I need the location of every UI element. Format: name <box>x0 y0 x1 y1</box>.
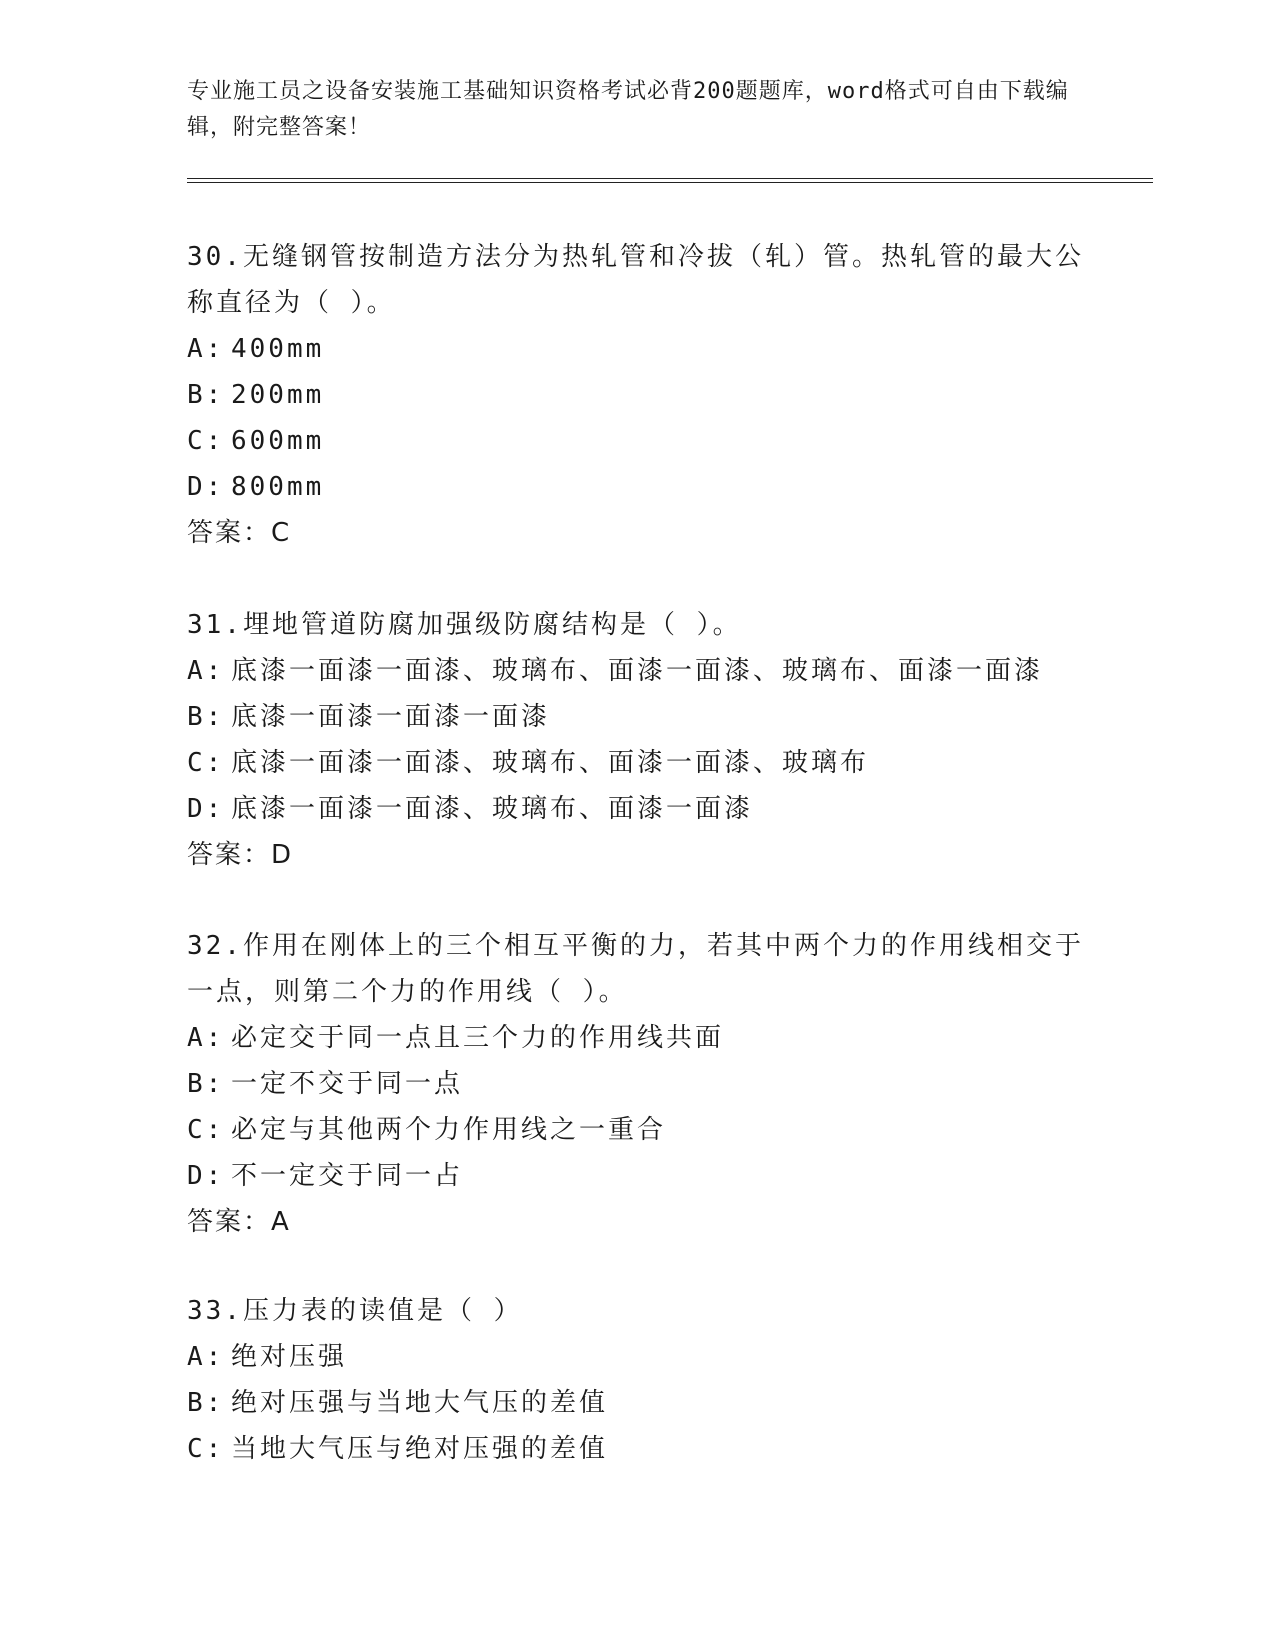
option-c <box>187 740 1087 786</box>
header-divider-line-second <box>187 182 1153 183</box>
option-letter: C: <box>187 426 225 456</box>
option-text: 200mm <box>231 380 325 410</box>
option-text: 800mm <box>231 472 325 502</box>
option-letter: D: <box>187 794 225 824</box>
option-letter: B: <box>187 702 225 732</box>
option-text: 一定不交于同一点 <box>231 1069 464 1099</box>
option-d <box>187 1153 1087 1199</box>
option-b <box>187 1061 1087 1107</box>
option-c <box>187 418 1087 464</box>
option-b <box>187 1380 1087 1426</box>
question-stem: 33.压力表的读值是（ ） <box>187 1296 523 1326</box>
option-a <box>187 1015 1087 1061</box>
answer-line: 答案：D <box>187 840 294 870</box>
option-letter: C: <box>187 748 225 778</box>
option-b <box>187 694 1087 740</box>
option-b <box>187 372 1087 418</box>
answer-line: 答案：A <box>187 1207 291 1237</box>
option-letter: A: <box>187 334 225 364</box>
option-letter: B: <box>187 380 225 410</box>
option-text: 当地大气压与绝对压强的差值 <box>231 1434 609 1464</box>
option-text: 600mm <box>231 426 325 456</box>
option-text: 绝对压强与当地大气压的差值 <box>231 1388 609 1418</box>
option-letter: D: <box>187 1161 225 1191</box>
header-divider-line <box>187 178 1153 179</box>
option-c <box>187 1107 1087 1153</box>
option-d <box>187 464 1087 510</box>
option-text: 底漆一面漆一面漆、玻璃布、面漆一面漆、玻璃布 <box>231 748 870 778</box>
option-a <box>187 326 1087 372</box>
option-a <box>187 1334 1087 1380</box>
option-letter: A: <box>187 1023 225 1053</box>
option-letter: D: <box>187 472 225 502</box>
option-letter: C: <box>187 1434 225 1464</box>
option-c <box>187 1426 1087 1472</box>
question-stem: 31.埋地管道防腐加强级防腐结构是（ ）。 <box>187 610 742 640</box>
option-text: 绝对压强 <box>231 1342 348 1372</box>
question-31 <box>187 602 1087 878</box>
question-33 <box>187 1288 1087 1472</box>
option-a <box>187 648 1087 694</box>
question-stem: 32.作用在刚体上的三个相互平衡的力，若其中两个力的作用线相交于一点，则第二个力的作用线（ ）。 <box>187 931 1084 1007</box>
option-text: 底漆一面漆一面漆、玻璃布、面漆一面漆、玻璃布、面漆一面漆 <box>231 656 1044 686</box>
question-stem: 30.无缝钢管按制造方法分为热轧管和冷拔（轧）管。热轧管的最大公称直径为（ ）。 <box>187 242 1084 318</box>
option-d <box>187 786 1087 832</box>
option-text: 必定与其他两个力作用线之一重合 <box>231 1115 667 1145</box>
option-letter: A: <box>187 656 225 686</box>
option-text: 必定交于同一点且三个力的作用线共面 <box>231 1023 725 1053</box>
option-text: 底漆一面漆一面漆一面漆 <box>231 702 551 732</box>
option-text: 400mm <box>231 334 325 364</box>
document-header: 专业施工员之设备安装施工基础知识资格考试必背200题题库，word格式可自由下载编辑，附完整答案！ <box>187 79 1069 140</box>
question-30 <box>187 234 1087 556</box>
option-letter: A: <box>187 1342 225 1372</box>
option-letter: B: <box>187 1069 225 1099</box>
question-32 <box>187 923 1087 1245</box>
option-letter: B: <box>187 1388 225 1418</box>
option-letter: C: <box>187 1115 225 1145</box>
answer-line: 答案：C <box>187 518 292 548</box>
option-text: 底漆一面漆一面漆、玻璃布、面漆一面漆 <box>231 794 754 824</box>
option-text: 不一定交于同一占 <box>231 1161 464 1191</box>
